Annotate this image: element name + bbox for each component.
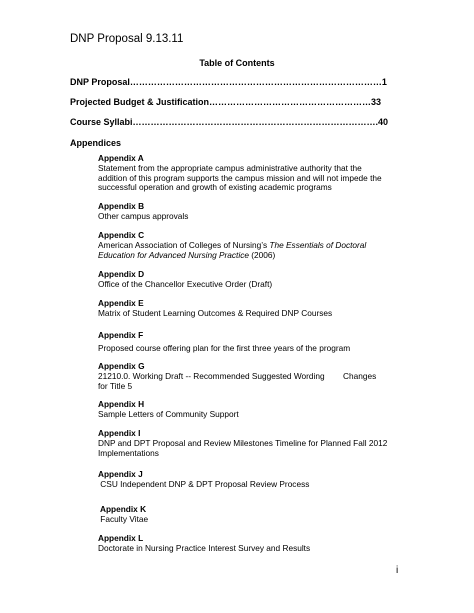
appendix-title: Appendix F [98, 330, 144, 340]
appendix-title: Appendix C [98, 230, 145, 240]
appendix-title: Appendix E [98, 298, 144, 308]
appendix-description: Office of the Chancellor Executive Order (Draft) [98, 278, 273, 289]
appendix-description: CSU Independent DNP & DPT Proposal Review Process [98, 478, 310, 489]
appendix-description: Sample Letters of Community Support [98, 408, 239, 419]
appendix-h [98, 400, 388, 420]
appendix-l [98, 534, 388, 554]
toc-entry-budget: Projected Budget & Justification………………………………………………33 [70, 97, 382, 107]
appendix-title: Appendix L [98, 533, 144, 543]
document-header: DNP Proposal 9.13.11 [70, 33, 184, 45]
appendix-a [98, 154, 388, 193]
appendix-f [98, 331, 388, 354]
page-number: i [396, 565, 399, 576]
appendix-title: Appendix A [98, 153, 144, 163]
appendix-title: Appendix H [98, 399, 145, 409]
appendix-i [98, 429, 388, 458]
description-text: American Association of Colleges of Nursing’s [98, 239, 270, 250]
appendix-description: DNP and DPT Proposal and Review Milestones Timeline for Planned Fall 2012 Implementations [98, 437, 388, 458]
appendix-title: Appendix D [98, 269, 145, 279]
appendix-description [98, 241, 388, 261]
appendix-b [98, 202, 388, 222]
appendix-e [98, 299, 388, 319]
appendices-heading: Appendices [70, 138, 122, 148]
description-text: (2006) [248, 249, 276, 260]
appendix-description: Faculty Vitae [98, 513, 149, 524]
appendix-description: Proposed course offering plan for the first three years of the program [98, 342, 351, 353]
appendix-description: Matrix of Student Learning Outcomes & Required DNP Courses [98, 307, 333, 318]
appendix-c [98, 231, 388, 260]
toc-entry-course-syllabi: Course Syllabi……………………………………………………………………….40 [70, 117, 389, 127]
appendix-description: Other campus approvals [98, 210, 189, 221]
appendix-title: Appendix G [98, 361, 145, 371]
publication-title: The Essentials of Doctoral Education for Advanced Nursing Practice [98, 239, 367, 260]
appendix-title: Appendix K [98, 504, 147, 514]
toc-title: Table of Contents [199, 58, 275, 68]
appendix-title: Appendix B [98, 201, 145, 211]
appendix-description: Doctorate in Nursing Practice Interest Survey and Results [98, 542, 311, 553]
appendix-g [98, 362, 383, 391]
appendix-description: 21210.0. Working Draft -- Recommended Suggested Wording Changes for Title 5 [98, 370, 379, 391]
appendix-description: Statement from the appropriate campus administrative authority that the addition of this program supports the campus mission and will not impede the successful operation and growth of existing academic programs [98, 162, 382, 193]
appendix-title: Appendix I [98, 428, 141, 438]
appendix-k [98, 505, 388, 525]
appendix-d [98, 270, 388, 290]
appendix-title: Appendix J [98, 469, 143, 479]
appendix-j [98, 470, 388, 490]
toc-entry-dnp-proposal: DNP Proposal…………………………………………………………………………1 [70, 77, 387, 87]
